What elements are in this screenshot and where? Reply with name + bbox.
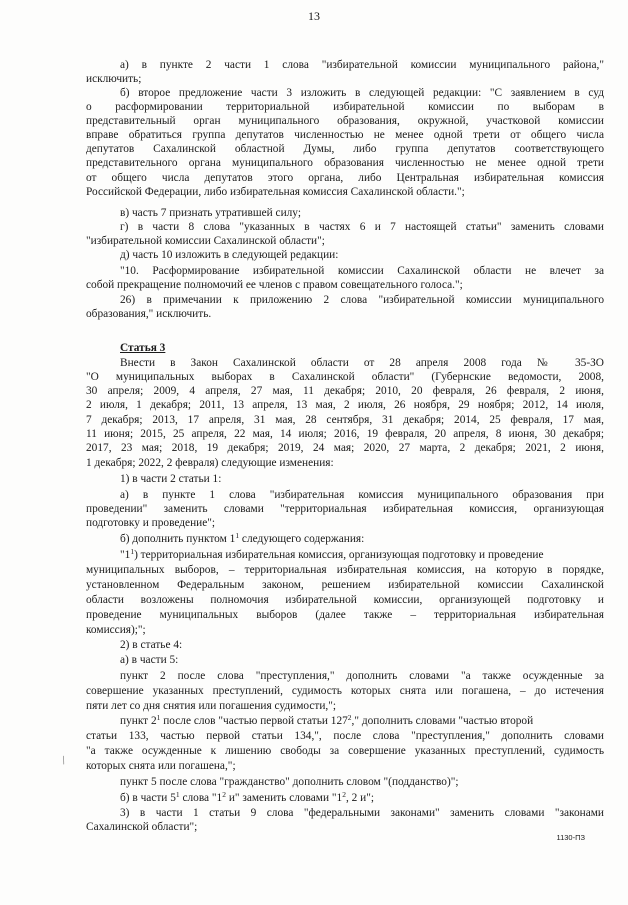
text-line: 7 декабря; 2013, 17 апреля, 31 мая, 28 сентября, 31 декабря; 2014, 25 февраля, 17 мая, bbox=[86, 414, 604, 426]
text-line: б) второе предложение части 3 изложить в следующей редакции: "С заявлением в суд bbox=[120, 87, 604, 99]
text-line: 1) в части 2 статьи 1: bbox=[120, 473, 222, 485]
text-line: 3) в части 1 статьи 9 слова "федеральными законами" заменить словами "законами bbox=[120, 807, 604, 819]
text-segment: "1 bbox=[120, 549, 131, 561]
text-line: собой прекращение полномочий ее членов с правом совещательного голоса."; bbox=[86, 279, 463, 291]
text-segment: ) территориальная избирательная комиссия, организующая подготовку и проведение bbox=[134, 549, 544, 561]
text-line: 2 июля, 1 декабря; 2011, 13 апреля, 13 мая, 2 июля, 26 ноября, 29 ноября; 2012, 14 июля, bbox=[86, 399, 604, 411]
text-segment: ," дополнить словами "частью второй bbox=[351, 715, 534, 727]
text-line: которых снята или погашена,"; bbox=[86, 760, 236, 772]
text-line: "а также осужденные к лишению свободы за совершение указанных преступлений, судимость bbox=[86, 745, 604, 757]
text-line: исключить; bbox=[86, 73, 142, 85]
text-line bbox=[120, 714, 604, 728]
text-line: представительный орган муниципального образования, окружной, участковой комиссии bbox=[86, 115, 604, 127]
superscript: 2 bbox=[342, 790, 346, 799]
text-line: а) в пункте 2 части 1 слова "избирательной комиссии муниципального района," bbox=[120, 59, 604, 71]
document-code: 1130-ПЗ bbox=[556, 833, 585, 842]
text-line: д) часть 10 изложить в следующей редакции: bbox=[120, 249, 339, 261]
margin-mark: / bbox=[59, 752, 68, 768]
text-line: 2) в статье 4: bbox=[120, 639, 183, 651]
superscript: 1 bbox=[235, 531, 240, 540]
text-line: проведение муниципальных выборов (далее также – территориальная избирательная bbox=[86, 609, 604, 621]
text-line: пяти лет со дня снятия или погашения судимости,"; bbox=[86, 700, 337, 712]
text-segment: б) дополнить пунктом 1 bbox=[120, 533, 236, 545]
text-line: Внести в Закон Сахалинской области от 28 апреля 2008 года № 35-ЗО bbox=[120, 357, 604, 369]
text-line: от общего числа депутатов этого органа, либо Центральная избирательная комиссия bbox=[86, 172, 604, 184]
superscript: 2 bbox=[222, 790, 226, 799]
article-heading: Статья 3 bbox=[120, 342, 166, 354]
text-line: комиссия);"; bbox=[86, 624, 146, 636]
text-line: "О муниципальных выборах в Сахалинской области" (Губернские ведомости, 2008, bbox=[86, 371, 604, 383]
text-line: о расформировании территориальной избирательной комиссии по выборам в bbox=[86, 101, 604, 113]
text-segment: после слов "частью первой статьи 127 bbox=[160, 715, 348, 727]
text-line: депутатов Сахалинской областной Думы, либо группа депутатов соответствующего bbox=[86, 143, 604, 155]
text-line: статьи 133, частью первой статьи 134,", после слова "преступления," дополнить словами bbox=[86, 730, 604, 742]
text-segment: пункт 2 bbox=[120, 715, 157, 727]
text-line: совершение указанных преступлений, судимость которых снята или погашена, – до истечения bbox=[86, 685, 604, 697]
text-line: 30 апреля; 2009, 4 апреля, 27 мая, 11 декабря; 2010, 20 февраля, 26 февраля, 2 июня, bbox=[86, 385, 604, 397]
text-line: в) часть 7 признать утратившей силу; bbox=[120, 207, 301, 219]
text-line: муниципальных выборов, – территориальная избирательная комиссия, на которую в порядке, bbox=[86, 564, 604, 576]
text-line: а) в пункте 1 слова "избирательная комиссия муниципального образования при bbox=[120, 489, 604, 501]
text-line: 1 декабря; 2022, 2 февраля) следующие изменения: bbox=[86, 457, 334, 469]
text-segment: слова "1 bbox=[179, 792, 223, 804]
superscript: 1 bbox=[156, 713, 161, 722]
superscript: 1 bbox=[175, 790, 180, 799]
page-number: 13 bbox=[308, 9, 320, 23]
text-segment: и" заменить словами "1 bbox=[225, 792, 343, 804]
text-line: 2017, 23 мая; 2018, 19 декабря; 2019, 24 мая; 2020, 27 марта, 2 декабря; 2021, 2 июня, bbox=[86, 442, 604, 454]
text-line: Российской Федерации, либо избирательная комиссия Сахалинской области."; bbox=[86, 186, 465, 198]
text-line: подготовку и проведение"; bbox=[86, 517, 216, 529]
superscript: 2 bbox=[347, 713, 352, 722]
text-line bbox=[120, 791, 374, 805]
text-line: пункт 5 после слова "гражданство" дополнить словом "(подданство)"; bbox=[120, 776, 459, 788]
text-line bbox=[120, 532, 364, 546]
superscript: 1 bbox=[130, 547, 135, 556]
text-segment: следующего содержания: bbox=[239, 533, 365, 545]
text-segment: б) в части 5 bbox=[120, 792, 176, 804]
text-line bbox=[120, 548, 544, 562]
text-line: образования," исключить. bbox=[86, 308, 212, 320]
text-segment: , 2 и"; bbox=[345, 792, 374, 804]
text-line: 11 июня; 2015, 25 апреля, 22 мая, 14 июля; 2016, 19 февраля, 20 апреля, 8 июня, 30 декабря; bbox=[86, 428, 604, 440]
text-line: области возложены полномочия избирательной комиссии, организующей подготовку и bbox=[86, 594, 604, 606]
text-line: представительного органа муниципального образования численностью не менее одной трети bbox=[86, 157, 604, 169]
text-line: "10. Расформирование избирательной комиссии Сахалинской области не влечет за bbox=[120, 265, 604, 277]
text-line: вправе обратиться группа депутатов численностью не менее одной трети от общего числа bbox=[86, 129, 604, 141]
text-line: г) в части 8 слова "указанных в частях 6 и 7 настоящей статьи" заменить словами bbox=[120, 221, 604, 233]
text-line: 26) в примечании к приложению 2 слова "избирательной комиссии муниципального bbox=[120, 294, 604, 306]
text-line: установленном Федеральным законом, решением избирательной комиссии Сахалинской bbox=[86, 579, 604, 591]
text-line: "избирательной комиссии Сахалинской области"; bbox=[86, 235, 325, 247]
text-line: пункт 2 после слова "преступления," дополнить словами "а также осужденные за bbox=[120, 670, 604, 682]
text-line: Сахалинской области"; bbox=[86, 821, 198, 833]
text-line: а) в части 5: bbox=[120, 654, 179, 666]
text-line: проведении" заменить словами "территориальная избирательная комиссия, организующая bbox=[86, 503, 604, 515]
